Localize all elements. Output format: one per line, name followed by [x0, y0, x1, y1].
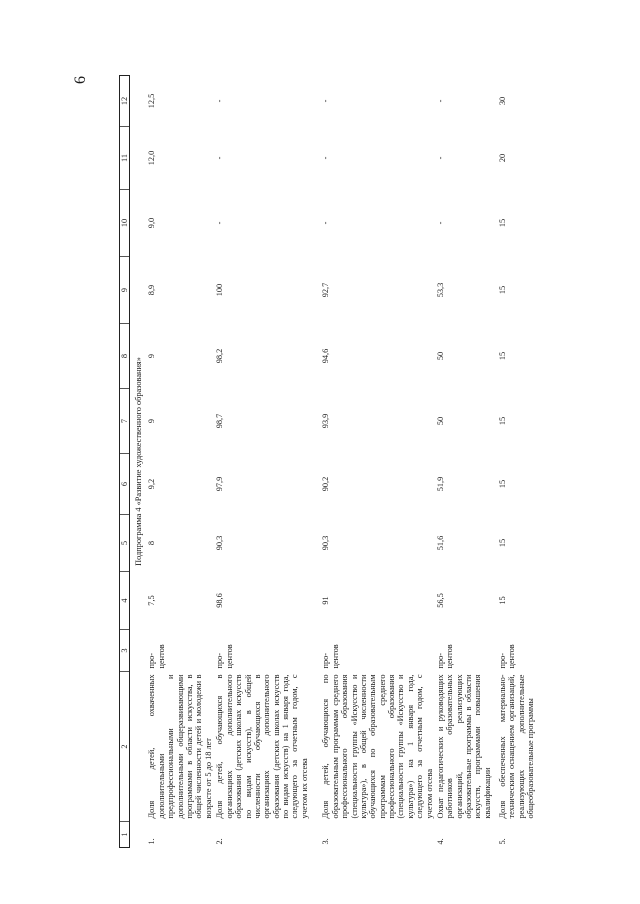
- indicator-name: Доля детей, охваченных дополнительными предпрофессиональными и дополнительными общеразвивающими программами в области искусства, в общей численности детей и молодежи в возрасте от 5 до 18 лет: [147, 674, 213, 819]
- row-number: 4.: [435, 838, 445, 845]
- value-cell: -: [435, 156, 445, 160]
- column-header: 2: [120, 672, 130, 822]
- unit-cell: про-центов: [435, 644, 455, 669]
- value-cell: 15: [497, 596, 507, 605]
- value-cell: 15: [497, 479, 507, 489]
- indicator-table: [119, 75, 545, 848]
- value-cell: 98,2: [215, 348, 225, 364]
- unit-cell: про-центов: [147, 644, 166, 669]
- row-number: 2.: [215, 838, 225, 845]
- value-cell: 7,5: [147, 595, 157, 606]
- value-cell: -: [215, 99, 225, 103]
- value-cell: 94,6: [321, 348, 331, 364]
- value-cell: 90,3: [215, 535, 225, 551]
- value-cell: 12,0: [147, 150, 157, 166]
- value-cell: -: [435, 221, 445, 225]
- row-number: 5.: [497, 838, 507, 845]
- value-cell: 15: [497, 285, 507, 295]
- row-number: 1.: [147, 838, 157, 845]
- indicator-table-sheet: [119, 76, 534, 848]
- value-cell: 51,9: [435, 476, 445, 492]
- subprogram-row: [130, 76, 147, 848]
- value-cell: 50: [435, 351, 445, 361]
- value-cell: 8: [147, 540, 157, 546]
- table-row: [435, 76, 497, 848]
- value-cell: 15: [497, 351, 507, 361]
- value-cell: 92,7: [321, 282, 331, 298]
- page-number: 6: [72, 76, 89, 84]
- column-header: 7: [120, 389, 130, 454]
- value-cell: 15: [497, 218, 507, 228]
- value-cell: -: [321, 221, 331, 225]
- indicator-name: Доля обеспеченных материально-техническим оснащением организаций, реализующих дополнительные общеобразовательные программы: [497, 674, 535, 819]
- table-row: [214, 76, 320, 848]
- value-cell: 53,3: [435, 282, 445, 298]
- value-cell: 8,9: [147, 284, 157, 296]
- value-cell: 97,9: [215, 476, 225, 492]
- value-cell: -: [215, 156, 225, 160]
- value-cell: -: [321, 156, 331, 160]
- value-cell: -: [215, 221, 225, 225]
- column-header: 10: [120, 190, 130, 257]
- column-header: 4: [120, 572, 130, 630]
- subprogram-title: Подпрограмма 4 «Развитие художественного образования»: [133, 357, 143, 566]
- column-header: 1: [120, 822, 130, 848]
- column-header: 8: [120, 324, 130, 389]
- indicator-name: Охват педагогических и руководящих работников образовательных организаций, реализующих образовательные программы в области искусств, программами повышения квалификации: [435, 674, 492, 819]
- value-cell: 20: [497, 153, 507, 163]
- value-cell: 56,5: [435, 593, 445, 608]
- value-cell: 51,6: [435, 535, 445, 551]
- column-header: 9: [120, 257, 130, 324]
- value-cell: 30: [497, 96, 507, 106]
- unit-cell: про-центов: [321, 644, 340, 669]
- value-cell: 9: [147, 418, 157, 424]
- indicator-name: Доля детей, обучающихся в организациях дополнительного образования (детских школах искусств по видам искусств), в общей численности обучающихся в организациях дополнительного образования (детских школах искусств по видам искусств) на 1 января года, следующего за отчетным годом, с учетом их отсева: [215, 674, 309, 819]
- unit-cell: про-центов: [497, 644, 517, 669]
- indicator-name: Доля детей, обучающихся по образовательным программам среднего профессионального образования (специальности группы «Искусство и культура»), в общей численности обучающихся по образовательным программам среднего профессионального образования (специальности группы «Искусство и культура») на 1 января года, следующего за отчетным годом, с учетом отсева: [321, 674, 434, 819]
- unit-cell: про-центов: [215, 644, 234, 669]
- value-cell: 9,0: [147, 217, 157, 229]
- value-cell: 93,9: [321, 413, 331, 429]
- column-number-header: [120, 76, 130, 848]
- table-row: [146, 76, 214, 848]
- value-cell: 15: [497, 416, 507, 426]
- value-cell: 9: [147, 353, 157, 359]
- column-header: 12: [120, 76, 130, 127]
- table-row: [497, 76, 545, 848]
- value-cell: 98,7: [215, 413, 225, 429]
- table-row: [320, 76, 435, 848]
- column-header: 5: [120, 515, 130, 572]
- value-cell: 98,6: [215, 593, 225, 608]
- column-header: 6: [120, 454, 130, 515]
- value-cell: 9,2: [147, 478, 157, 490]
- value-cell: -: [435, 99, 445, 103]
- value-cell: 91: [321, 596, 331, 605]
- value-cell: 90,3: [321, 535, 331, 551]
- row-number: 3.: [321, 838, 331, 845]
- value-cell: 90,2: [321, 476, 331, 492]
- column-header: 11: [120, 127, 130, 190]
- column-header: 3: [120, 630, 130, 672]
- value-cell: 100: [215, 283, 225, 297]
- value-cell: 12,5: [147, 93, 157, 109]
- value-cell: -: [321, 99, 331, 103]
- value-cell: 15: [497, 538, 507, 548]
- value-cell: 50: [435, 416, 445, 426]
